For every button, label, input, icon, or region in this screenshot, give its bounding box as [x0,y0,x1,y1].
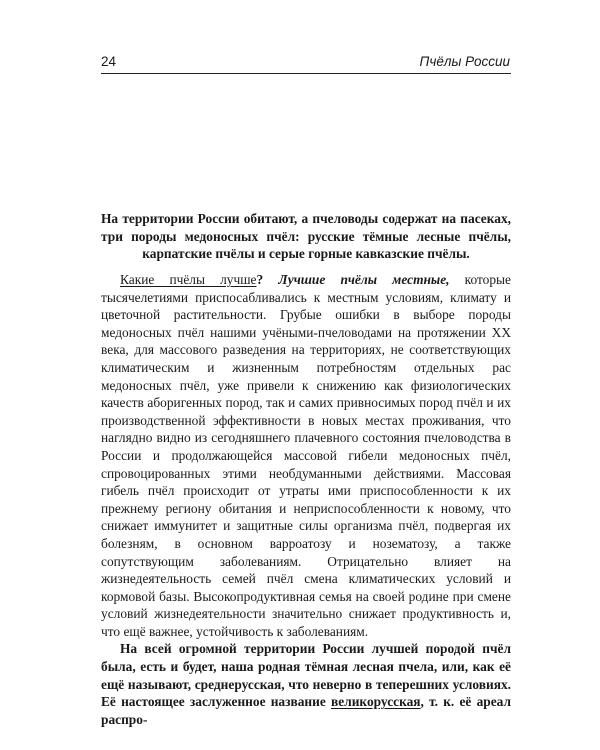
page-number: 24 [101,54,117,69]
body-text [101,271,511,728]
paragraph-1 [101,271,511,640]
answer-text: Лучшие пчёлы местные, [278,272,450,287]
paragraph-1-text: которые тысячелетиями приспосабливались к местным условиям, климату и цветочной растительности. Грубые ошибки в выборе породы медоносных пчёл нашими учёными-пчеловодами на протяжении XX века, для массового разведения на территориях, не соответствующих климатическим и жизненным потребностям отдельных рас медоносных пчёл, уже привели к снижению как физиологических качеств аборигенных пород, так и самих привносимых пород пчёл и их производственной эффективности в новых местах проживания, что наглядно видно из сегодняшнего плачевного состояния пчеловодства в России и продолжающейся массовой гибели медоносных пчёл, спровоцированных этими необдуманными действиями. Массовая гибель пчёл происходит от утраты ими приспособленности к их прежнему региону обитания и неприспособленности к новому, что снижает иммунитет и защитные силы организма пчёл, подвергая их болезням, в основном варроатозу и нозематозу, а также сопутствующим заболеваниям. Отрицательно влияет на жизнедеятельность семей пчёл смена климатических условий и кормовой базы. Высокопродуктивная семья на своей родине при смене условий жизнедеятельности значительно снижает продуктивность и, что ещё важнее, устойчивость к заболеваниям. [101,272,511,639]
running-title: Пчёлы России [419,54,510,69]
question-mark: ? [256,272,264,287]
running-header [101,53,511,74]
summary-block: На территории России обитают, а пчеловоды содержат на пасеках, три породы медоносных пчёл: русские тёмные лесные пчёлы, карпатские пчёлы и серые горные кавказские пчёлы. [101,211,511,261]
paragraph-2-tail: , т. к. её ареал распро- [101,694,511,727]
highlighted-term: великорусская [331,694,421,710]
paragraph-2-text: На всей огромной территории России лучшей породой пчёл была, есть и будет, наша родная тёмная лесная пчела, или, как её ещё называют, среднерусская, что неверно в теперешних условиях. Её настоящее заслуженное название [101,641,511,710]
question-text: Какие пчёлы лучше [120,272,257,287]
paragraph-2 [101,640,511,728]
